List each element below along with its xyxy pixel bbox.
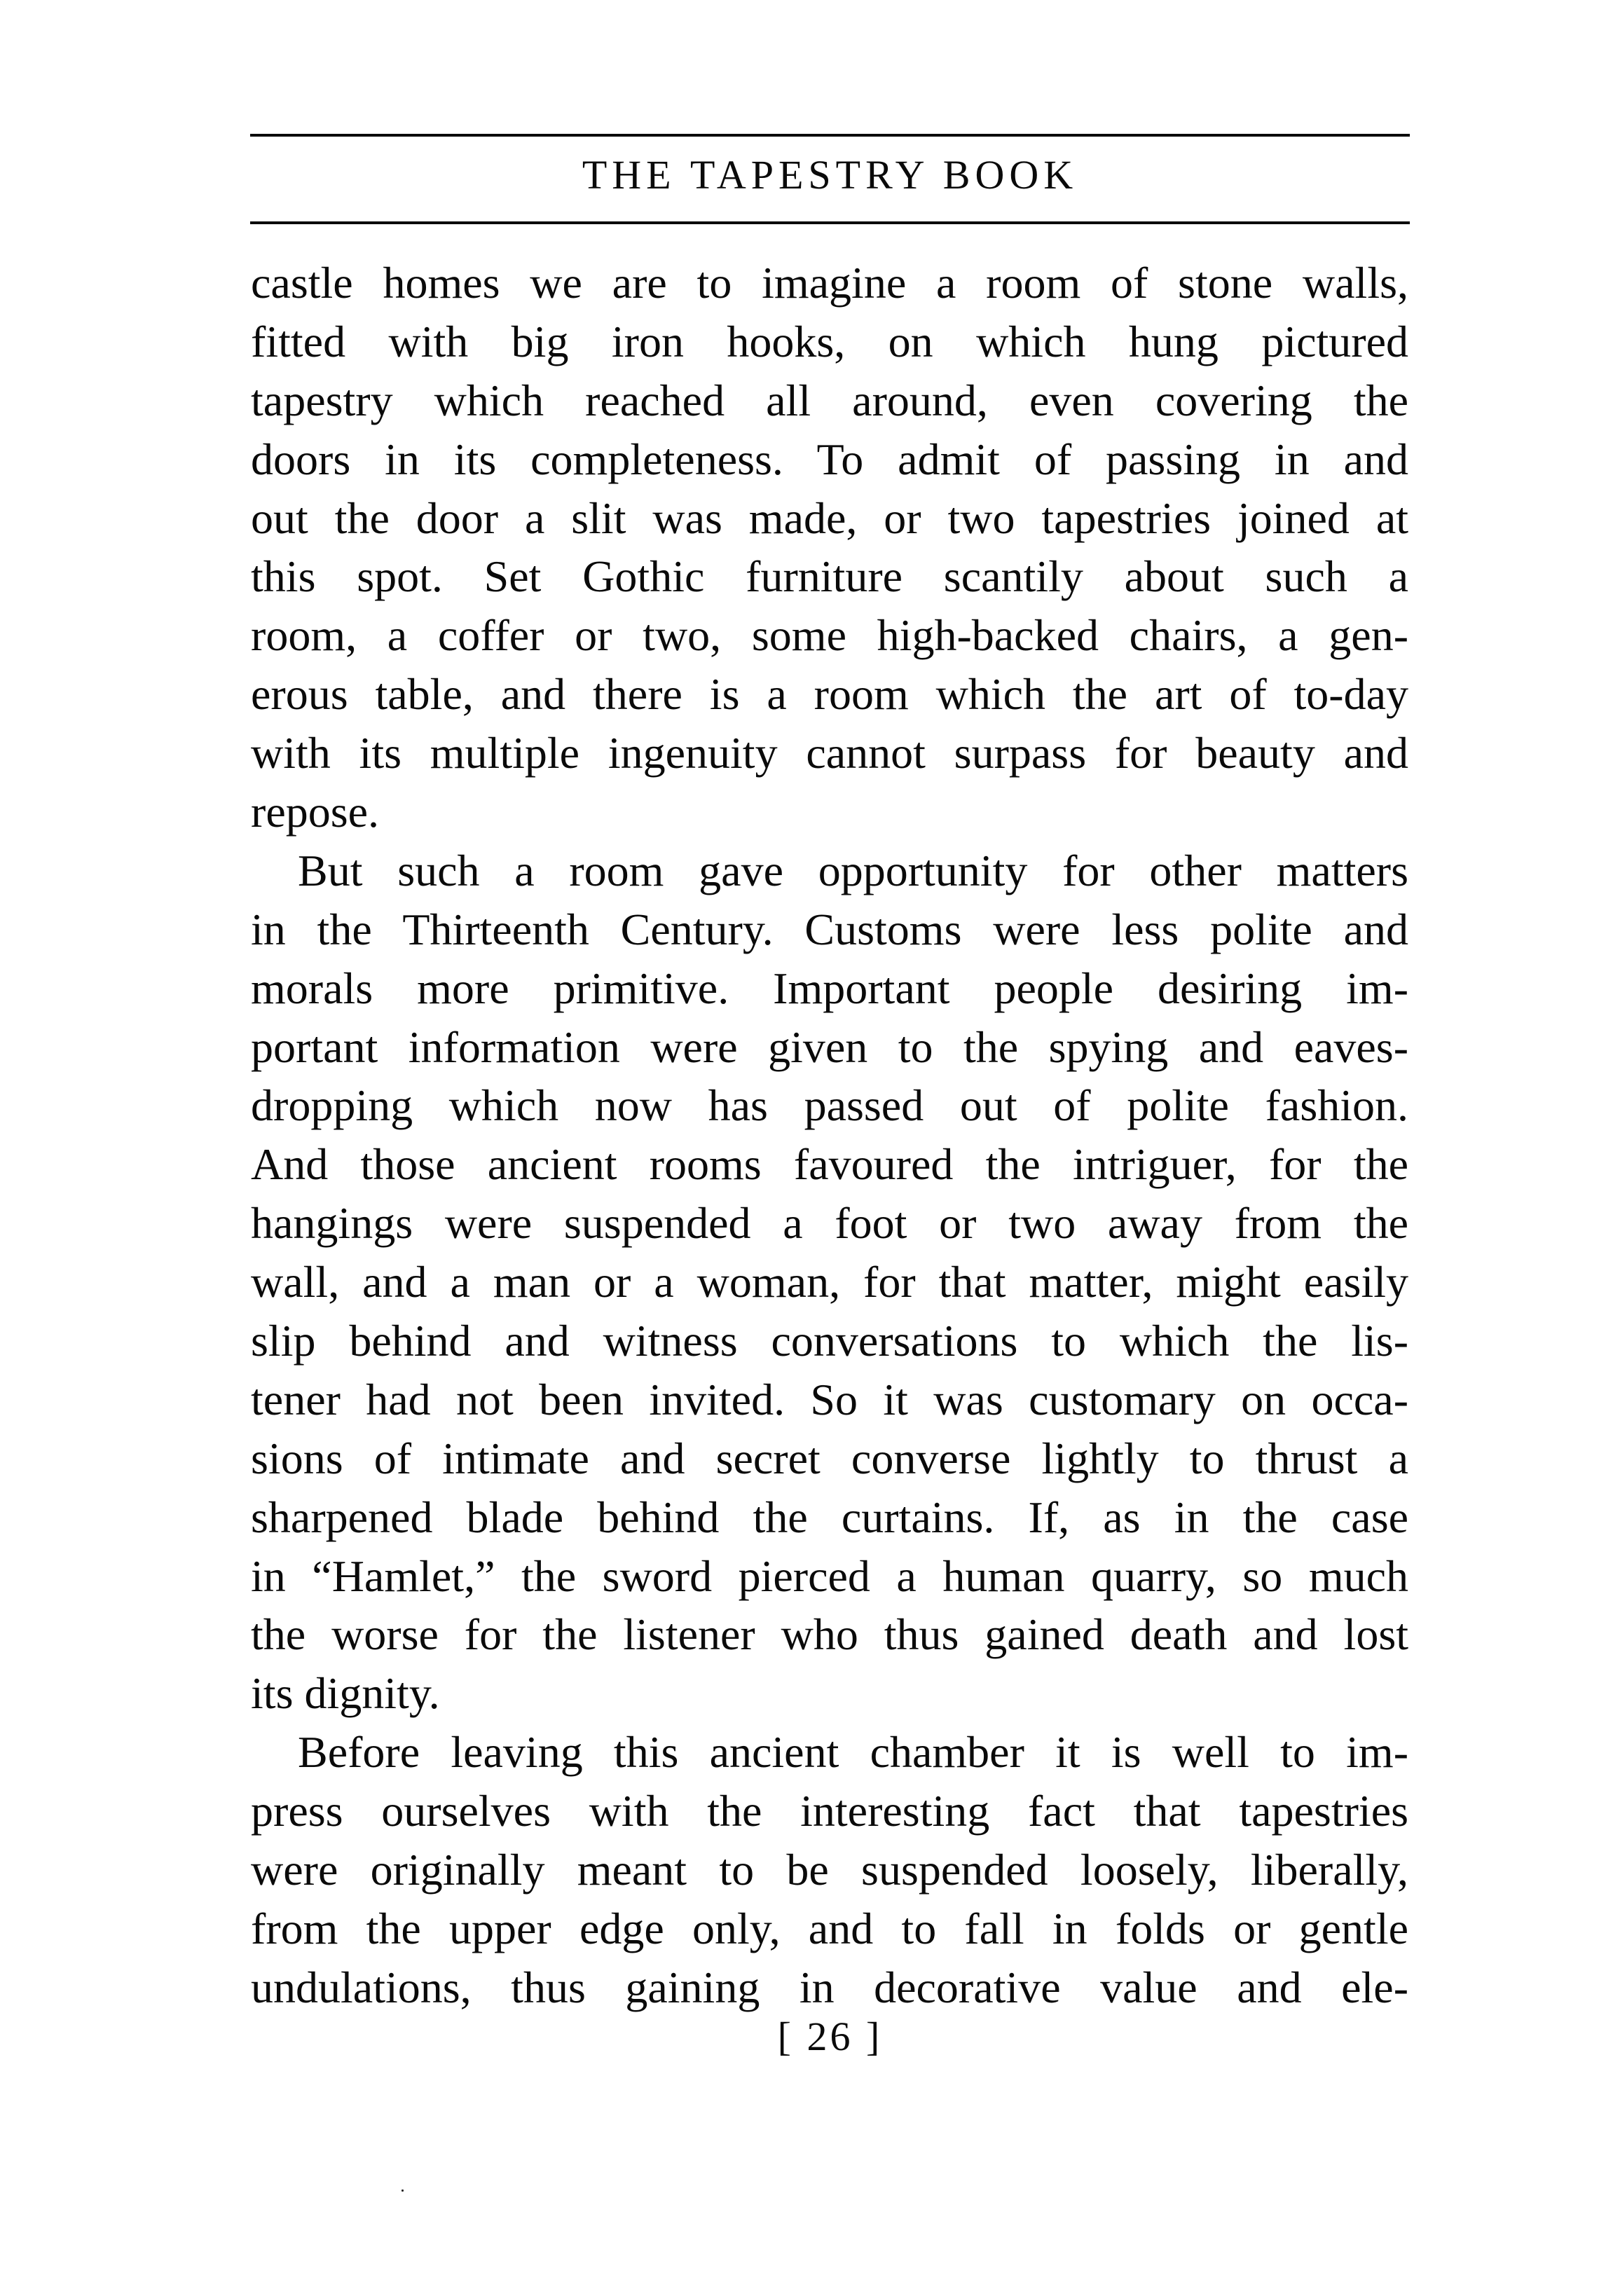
text-line: erous table, and there is a room which the art of to-day <box>251 669 1408 720</box>
body-text <box>251 254 1408 2017</box>
text-line: sions of intimate and secret converse lightly to thrust a <box>251 1433 1408 1483</box>
text-line: fitted with big iron hooks, on which hung pictured <box>251 316 1408 366</box>
text-line: this spot. Set Gothic furniture scantily about such a <box>251 551 1408 602</box>
text-line: in the Thirteenth Century. Customs were less polite and <box>251 904 1408 954</box>
paragraph <box>251 254 1408 841</box>
text-line: tapestry which reached all around, even covering the <box>251 375 1408 425</box>
text-line: repose. <box>251 787 380 837</box>
text-line: the worse for the listener who thus gained death and lost <box>251 1609 1408 1660</box>
text-line: wall, and a man or a woman, for that matter, might easily <box>251 1257 1408 1307</box>
text-line: were originally meant to be suspended loosely, liberally, <box>251 1845 1408 1895</box>
header-rule-top <box>250 134 1410 137</box>
text-line: doors in its completeness. To admit of passing in and <box>251 434 1408 484</box>
text-line: Before leaving this ancient chamber it is well to im- <box>298 1727 1408 1778</box>
text-line: And those ancient rooms favoured the intriguer, for the <box>251 1139 1408 1190</box>
paragraph <box>251 841 1408 1723</box>
text-line: in “Hamlet,” the sword pierced a human quarry, so much <box>251 1551 1408 1601</box>
text-line: press ourselves with the interesting fact that tapestries <box>251 1786 1408 1836</box>
print-speck <box>402 2190 404 2192</box>
text-line: with its multiple ingenuity cannot surpass for beauty and <box>251 728 1408 778</box>
running-head: THE TAPESTRY BOOK <box>582 152 1078 198</box>
page-number: [ 26 ] <box>777 2014 883 2059</box>
text-line: dropping which now has passed out of polite fashion. <box>251 1080 1408 1131</box>
text-line: tener had not been invited. So it was customary on occa- <box>251 1374 1408 1424</box>
text-line: out the door a slit was made, or two tapestries joined at <box>251 493 1408 543</box>
text-line: morals more primitive. Important people desiring im- <box>251 963 1408 1013</box>
text-line: portant information were given to the spying and eaves- <box>251 1022 1408 1072</box>
text-line: hangings were suspended a foot or two away from the <box>251 1198 1408 1249</box>
text-line: from the upper edge only, and to fall in folds or gentle <box>251 1903 1408 1953</box>
text-line: But such a room gave opportunity for other matters <box>298 845 1408 895</box>
text-line: castle homes we are to imagine a room of stone walls, <box>251 258 1408 308</box>
text-line: its dignity. <box>251 1668 440 1719</box>
paragraph <box>251 1723 1408 2016</box>
text-line: room, a coffer or two, some high-backed chairs, a gen- <box>251 610 1408 661</box>
text-line: sharpened blade behind the curtains. If, as in the case <box>251 1492 1408 1542</box>
text-line: slip behind and witness conversations to which the lis- <box>251 1316 1408 1366</box>
text-line: undulations, thus gaining in decorative value and ele- <box>251 1962 1408 2012</box>
header-rule-bottom <box>250 221 1410 224</box>
